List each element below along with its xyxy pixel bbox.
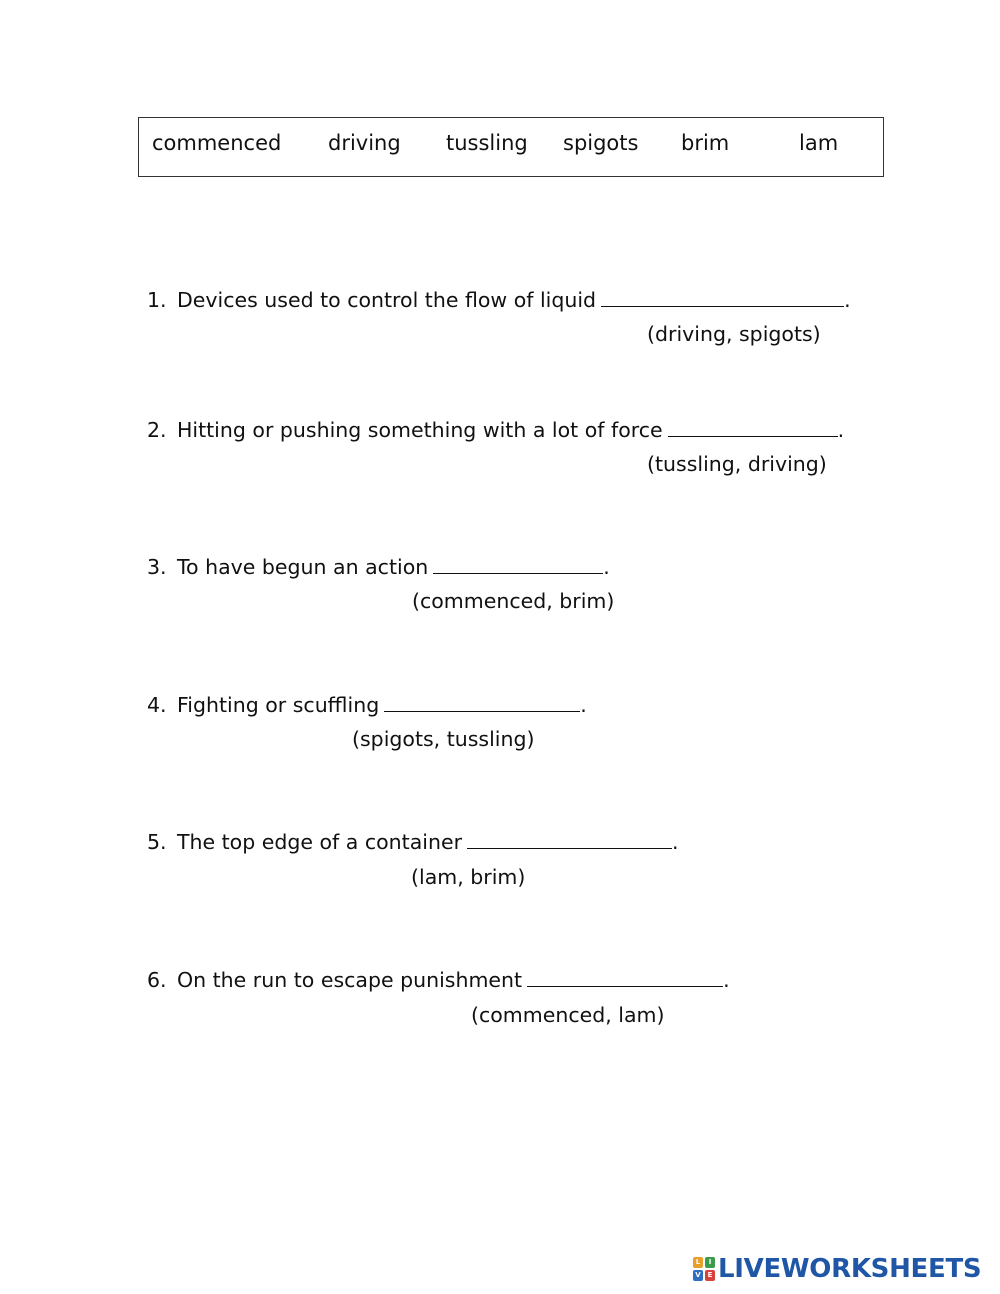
word-bank-item: tussling (446, 131, 528, 155)
question-text: Devices used to control the flow of liquid (177, 288, 597, 312)
answer-blank[interactable] (668, 418, 838, 437)
question-5-choices: (lam, brim) (411, 865, 526, 889)
question-number: 2. (147, 418, 167, 442)
question-2: 2. Hitting or pushing something with a lot of force . (147, 418, 845, 442)
question-text: Fighting or scuffling (177, 693, 380, 717)
logo-tile: V (693, 1270, 703, 1281)
word-bank-item: spigots (563, 131, 639, 155)
liveworksheets-logo (693, 1254, 981, 1284)
question-text: The top edge of a container (177, 830, 463, 854)
question-text: On the run to escape punishment (177, 968, 523, 992)
question-4-choices: (spigots, tussling) (352, 727, 535, 751)
logo-tile: I (705, 1257, 715, 1268)
question-6-choices: (commenced, lam) (471, 1003, 665, 1027)
question-text: To have begun an action (177, 555, 429, 579)
question-4: 4. Fighting or scuffling . (147, 693, 587, 717)
answer-blank[interactable] (601, 288, 844, 307)
answer-blank[interactable] (467, 830, 672, 849)
word-bank (138, 117, 884, 177)
question-number: 4. (147, 693, 167, 717)
word-bank-item: driving (328, 131, 401, 155)
question-text: Hitting or pushing something with a lot of force (177, 418, 663, 442)
answer-blank[interactable] (433, 555, 603, 574)
question-6: 6. On the run to escape punishment . (147, 968, 730, 992)
question-number: 5. (147, 830, 167, 854)
question-number: 6. (147, 968, 167, 992)
logo-tile: L (693, 1257, 703, 1268)
logo-tile: E (705, 1270, 715, 1281)
question-number: 3. (147, 555, 167, 579)
answer-blank[interactable] (384, 693, 580, 712)
word-bank-item: lam (799, 131, 839, 155)
question-number: 1. (147, 288, 167, 312)
brand-logo-icon (693, 1257, 715, 1281)
question-3-choices: (commenced, brim) (412, 589, 615, 613)
question-2-choices: (tussling, driving) (647, 452, 827, 476)
brand-name: LIVEWORKSHEETS (718, 1254, 982, 1284)
question-3: 3. To have begun an action . (147, 555, 610, 579)
question-1-choices: (driving, spigots) (647, 322, 821, 346)
word-bank-item: brim (681, 131, 730, 155)
answer-blank[interactable] (527, 968, 723, 987)
word-bank-item: commenced (152, 131, 282, 155)
question-1: 1. Devices used to control the flow of liquid . (147, 288, 851, 312)
question-5: 5. The top edge of a container . (147, 830, 679, 854)
